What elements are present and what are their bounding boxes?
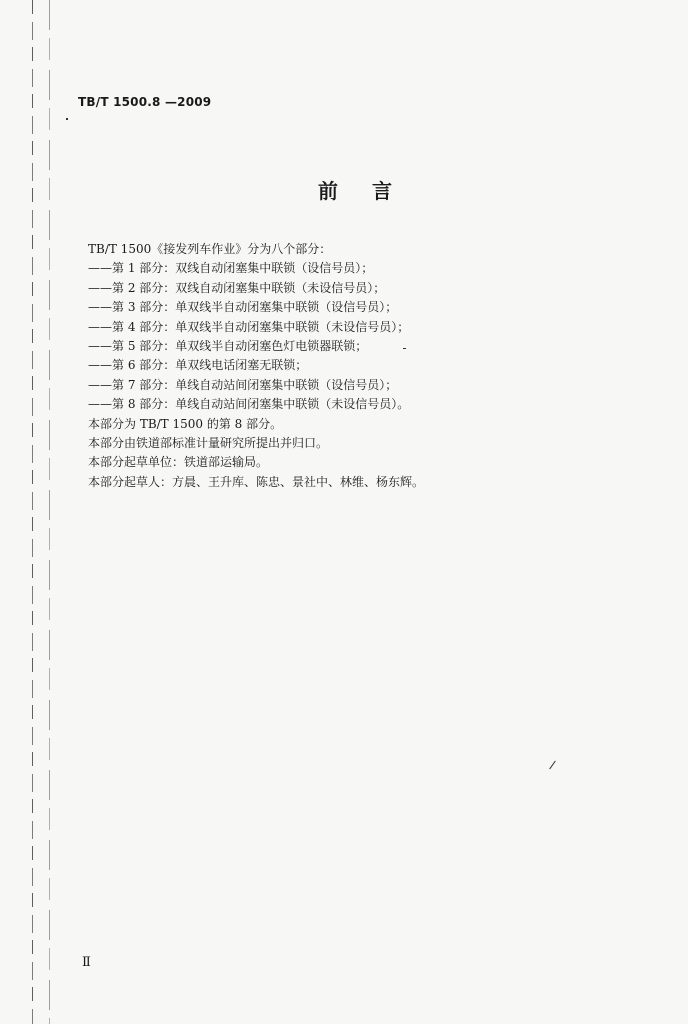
text-line: ——第 2 部分：双线自动闭塞集中联锁（未设信号员）； [88, 280, 386, 295]
text-line: ——第 1 部分：双线自动闭塞集中联锁（设信号员）； [88, 261, 374, 276]
text-line: ——第 7 部分：单线自动站间闭塞集中联锁（设信号员）； [88, 377, 398, 392]
text-line: ——第 6 部分：单双线电话闭塞无联锁； [88, 358, 308, 373]
text-line: TB/T 1500《接发列车作业》分为八个部分： [88, 242, 332, 256]
scan-edge-line [49, 0, 50, 1024]
text-line: 本部分起草人：方晨、王升库、陈忠、景社中、林维、杨东辉。 [88, 474, 425, 489]
text-line: ——第 4 部分：单双线半自动闭塞集中联锁（未设信号员）； [88, 319, 410, 334]
text-line: 本部分为 TB/T 1500 的第 8 部分。 [88, 416, 283, 431]
page-title: 前言 [318, 179, 426, 203]
scan-edge-line [32, 0, 33, 1024]
scan-speck [66, 118, 68, 120]
standard-id: TB/T 1500.8 —2009 [78, 95, 212, 109]
body-text [88, 240, 608, 492]
scan-speck [549, 761, 556, 770]
text-line: 本部分起草单位：铁道部运输局。 [88, 455, 269, 470]
text-line: ——第 3 部分：单双线半自动闭塞集中联锁（设信号员）； [88, 300, 398, 315]
text-line: ——第 5 部分：单双线半自动闭塞色灯电锁器联锁； [88, 339, 368, 354]
page-number: Ⅱ [82, 955, 91, 970]
text-line: 本部分由铁道部标准计量研究所提出并归口。 [88, 436, 329, 451]
text-line: ——第 8 部分：单线自动站间闭塞集中联锁（未设信号员）。 [88, 397, 410, 412]
